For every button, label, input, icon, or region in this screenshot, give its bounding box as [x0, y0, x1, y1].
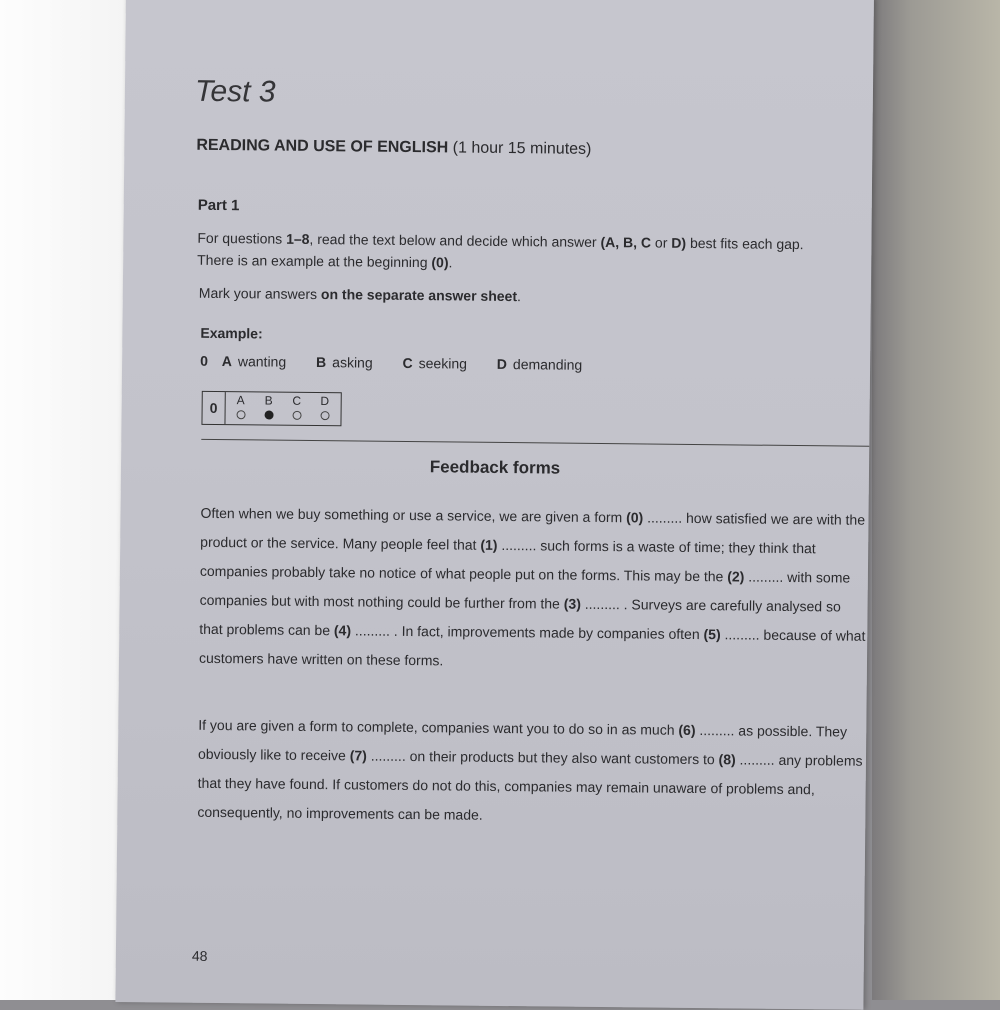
answer-grid-letter: C: [292, 393, 302, 408]
gap-number: (3): [563, 595, 582, 612]
book-page: [115, 0, 874, 1010]
option-text: wanting: [237, 353, 287, 370]
divider: [201, 439, 869, 447]
instructions-text: , read the text below and decide which answer: [309, 230, 601, 250]
passage-text: ......... . In fact, improvements made by companies often: [350, 622, 704, 643]
passage-paragraph-1: [199, 499, 869, 680]
option-text: asking: [332, 354, 373, 371]
page-number: 48: [191, 947, 208, 964]
passage-paragraph-2: [197, 711, 866, 834]
passage-text: ......... such forms is a waste of time; they think that companies probably take no notice of what people put on the forms. This may be the: [199, 536, 816, 585]
part-title: Part 1: [197, 196, 240, 215]
example-options: [200, 353, 608, 373]
gap-number: (2): [727, 568, 745, 585]
answer-grid-letter: B: [264, 393, 273, 408]
gap-number: (5): [703, 626, 721, 643]
mark-answers-note: [199, 285, 521, 304]
answer-grid-letter: D: [320, 394, 330, 409]
example-option-c: [402, 355, 467, 372]
option-letter: D: [496, 355, 508, 373]
example-number: 0: [200, 352, 209, 369]
section-heading-text: READING AND USE OF ENGLISH: [196, 136, 449, 157]
answer-grid-letter: A: [236, 393, 245, 408]
mark-bold: on the separate answer sheet: [320, 286, 518, 305]
option-text: seeking: [418, 355, 468, 372]
gap-number: (4): [333, 622, 352, 639]
passage-text: Often when we buy something or use a service, we are given a form: [200, 504, 627, 526]
example-option-d: [497, 356, 583, 373]
passage-text: ......... because of what customers have written on these forms.: [198, 626, 866, 669]
background-right: [872, 0, 1000, 1000]
instructions-options: (A, B, C: [600, 233, 652, 251]
passage-text: ......... any problems that they have found. If customers do not do this, companies may remain unaware of problems and, consequently, no improvements can be made.: [197, 751, 863, 823]
mark-text: .: [516, 288, 522, 305]
background-left: [0, 0, 128, 1000]
question-range: 1–8: [286, 230, 310, 247]
instructions-options: D): [671, 234, 687, 251]
gap-number: (6): [678, 721, 696, 739]
instructions: [197, 227, 897, 278]
section-heading: [196, 137, 591, 159]
instructions-text: .: [448, 254, 453, 271]
passage-text: If you are given a form to complete, companies want you to do so in as much: [198, 716, 679, 738]
answer-grid-cell-d: [310, 393, 338, 423]
option-text: demanding: [512, 356, 583, 373]
mark-text: Mark your answers: [198, 284, 322, 303]
option-letter: A: [221, 353, 233, 370]
answer-grid-cell-a: [226, 392, 254, 422]
instructions-text: There is an example at the beginning: [197, 251, 432, 271]
example-label: Example:: [200, 324, 263, 342]
instructions-text: best fits each gap.: [686, 234, 804, 253]
passage-text: ......... . Surveys are carefully analysed so that problems can be: [199, 595, 841, 639]
answer-grid-number: 0: [202, 392, 225, 424]
example-ref: (0): [431, 254, 449, 271]
section-duration: (1 hour 15 minutes): [452, 139, 592, 158]
answer-grid-cell-b: [254, 392, 282, 422]
answer-bubble-icon: [292, 411, 301, 420]
test-title: Test 3: [194, 74, 276, 109]
example-option-b: [316, 354, 373, 371]
option-letter: C: [402, 354, 413, 372]
answer-grid-cell-c: [282, 393, 310, 423]
passage-text: ......... how satisfied we are with the product or the service. Many people feel that: [200, 509, 866, 553]
answer-grid: [201, 391, 341, 426]
instructions-text: or: [651, 234, 672, 251]
option-letter: B: [315, 354, 327, 371]
example-option-a: [222, 353, 287, 370]
answer-bubble-icon: [236, 410, 245, 419]
answer-bubble-icon: [264, 410, 273, 419]
gap-number: (1): [480, 536, 498, 553]
instructions-text: For questions: [197, 229, 287, 247]
passage-text: ......... on their products but they also want customers to: [366, 747, 719, 768]
gap-number: (8): [718, 751, 736, 768]
gap-number: (7): [349, 747, 367, 764]
passage-title: Feedback forms: [429, 457, 561, 478]
gap-number: (0): [626, 509, 644, 526]
passage-text: ......... with some companies but with most nothing could be further from the: [199, 568, 851, 612]
passage-text: ......... as possible. They obviously like to receive: [197, 722, 848, 764]
answer-bubble-icon: [320, 411, 329, 420]
